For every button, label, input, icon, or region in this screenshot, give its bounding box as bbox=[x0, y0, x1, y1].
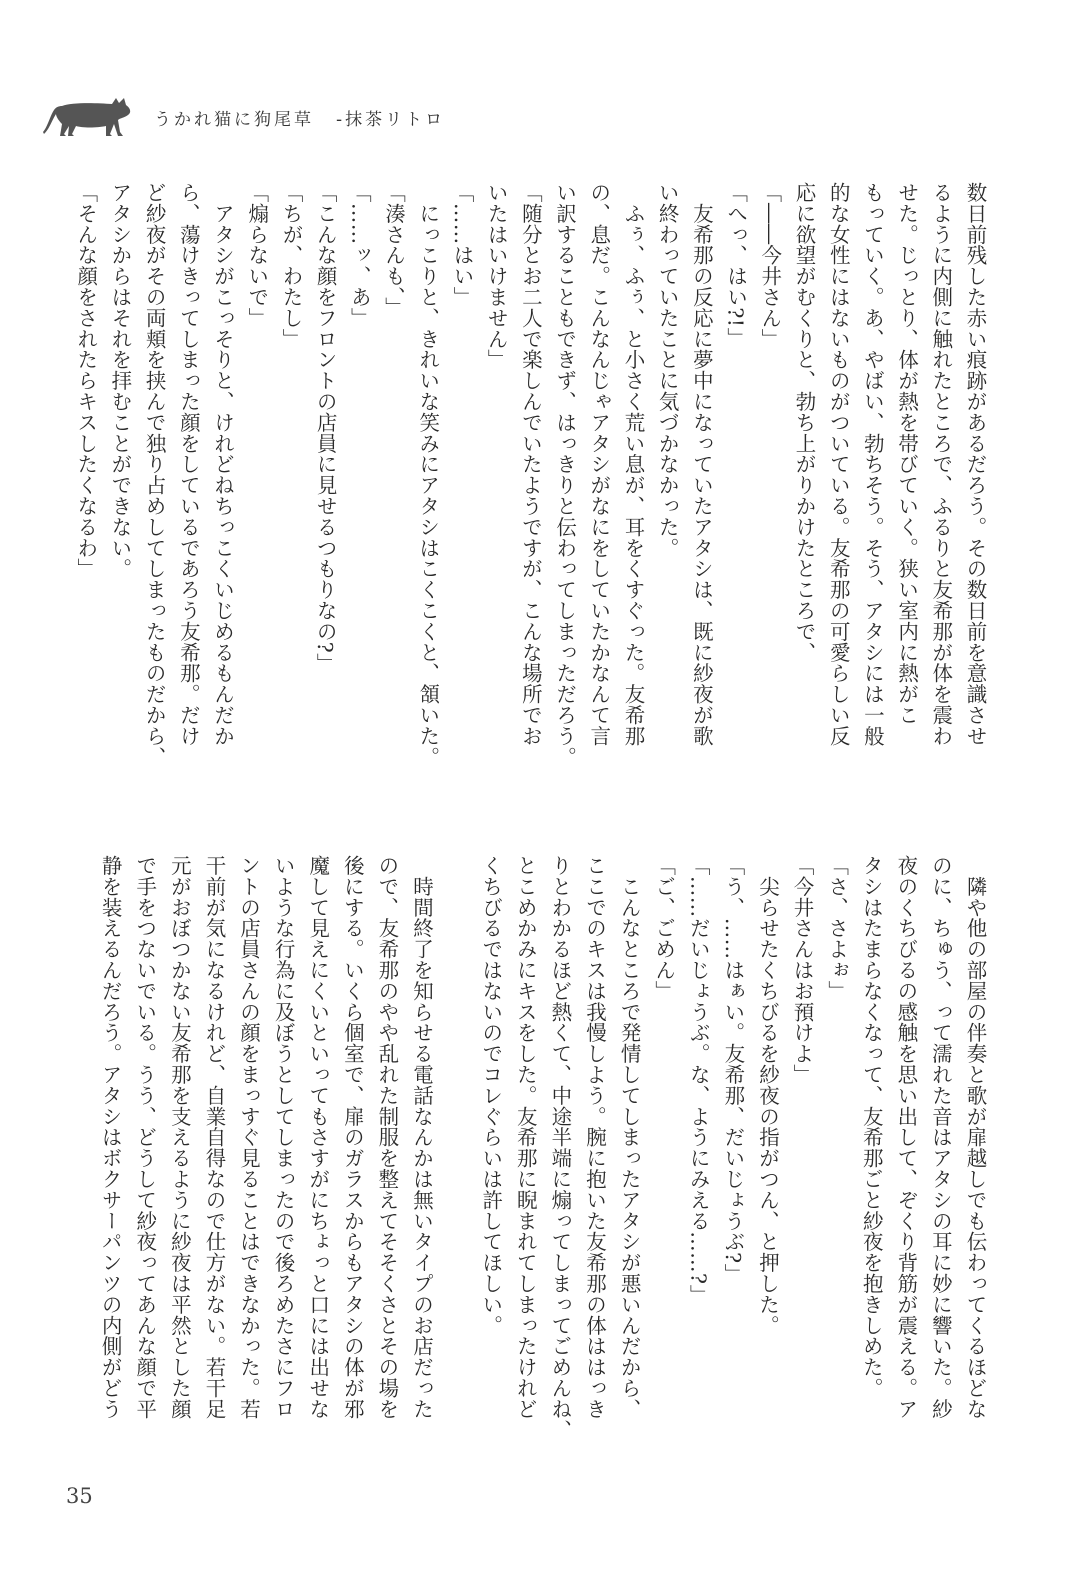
text-column: 友希那の反応に夢中になっていたアタシは、既に紗夜が歌 bbox=[689, 182, 714, 747]
text-column: くちびるではないのでコレぐらいは許してほしい。 bbox=[478, 855, 503, 1336]
text-column: 魔して見えにくいといってもさすがにちょっと口には出せな bbox=[305, 855, 330, 1420]
text-column: い訳することもできず、はっきりと伝わってしまっただろう。 bbox=[552, 182, 577, 768]
text-column: ので、友希那のやや乱れた制服を整えてそそくさとその場を bbox=[374, 855, 399, 1420]
text-column: 夜のくちびるの感触を思い出して、ぞくり背筋が震える。ア bbox=[893, 855, 918, 1420]
text-column: 「――今井さん」 bbox=[757, 182, 782, 350]
text-column: 「……だいじょうぶ。な、ようにみえる……?」 bbox=[686, 855, 711, 1306]
text-column: 静を装えるんだろう。アタシはボクサーパンツの内側がどう bbox=[98, 855, 123, 1420]
text-column: 「煽らないで」 bbox=[244, 182, 269, 329]
running-header bbox=[42, 94, 445, 140]
cat-icon bbox=[42, 94, 136, 140]
text-column: 「ちが、わたし」 bbox=[278, 182, 303, 350]
page-number: 35 bbox=[66, 1484, 93, 1508]
text-column: の、息だ。こんなんじゃアタシがなにをしていたかなんて言 bbox=[586, 182, 611, 747]
text-column: 「ご、ごめん」 bbox=[651, 855, 676, 1002]
text-column: 「随分とお二人で楽しんでいたようですが、こんな場所でお bbox=[518, 182, 543, 747]
text-column: ントの店員さんの顔をまっすぐ見ることはできなかった。若 bbox=[236, 855, 261, 1420]
text-column: 「湊さんも、」 bbox=[381, 182, 406, 319]
body-text-bottom bbox=[93, 855, 992, 1441]
text-column: 隣や他の部屋の伴奏と歌が扉越しでも伝わってくるほどな bbox=[963, 855, 987, 1420]
header-title bbox=[154, 105, 445, 130]
text-column: ここでのキスは我慢しよう。腕に抱いた友希那の体ははっき bbox=[582, 855, 607, 1420]
text-column: 元がおぼつかない友希那を支えるように紗夜は平然とした顔 bbox=[167, 855, 192, 1420]
text-column: とこめかみにキスをした。友希那に睨まれてしまったけれど bbox=[513, 855, 538, 1420]
text-column bbox=[439, 855, 474, 1425]
text-column: い終わっていたことに気づかなかった。 bbox=[655, 182, 680, 559]
text-column: 「う、……はぁい。友希那、だいじょうぶ?」 bbox=[720, 855, 745, 1285]
text-column: 尖らせたくちびるを紗夜の指がつん、と押した。 bbox=[755, 855, 780, 1336]
text-column: 干前が気になるけれど、自業自得なので仕方がない。若干足 bbox=[201, 855, 226, 1420]
text-column: もっていく。あ、やばい、勃ちそう。そう、アタシには一般 bbox=[860, 182, 885, 747]
text-column: 「さ、さよぉ」 bbox=[824, 855, 849, 1002]
text-column: いたはいけません」 bbox=[484, 182, 509, 371]
text-column: 数日前残した赤い痕跡があるだろう。その数日前を意識させ bbox=[963, 182, 987, 747]
text-column: 「……はい」 bbox=[449, 182, 474, 308]
text-column: いような行為に及ぼうとしてしまったので後ろめたさにフロ bbox=[271, 855, 296, 1420]
text-column: 後にする。いくら個室で、扉のガラスからもアタシの体が邪 bbox=[340, 855, 365, 1420]
text-column: 「そんな顔をされたらキスしたくなるわ」 bbox=[73, 182, 98, 580]
text-column: タシはたまらなくなって、友希那ごと紗夜を抱きしめた。 bbox=[859, 855, 884, 1399]
text-column: りとわかるほど熱くて、中途半端に煽ってしまってごめんね、 bbox=[547, 855, 572, 1441]
text-column: ふぅ、ふぅ、と小さく荒い息が、耳をくすぐった。友希那 bbox=[620, 182, 645, 747]
text-column: 「へっ、はい?!」 bbox=[723, 182, 748, 349]
text-column: のに、ちゅう、って濡れた音はアタシの耳に妙に響いた。紗 bbox=[928, 855, 953, 1420]
text-column: にっこりと、きれいな笑みにアタシはこくこくと、頷いた。 bbox=[415, 182, 440, 768]
text-column: アタシがこっそりと、けれどねちっこくいじめるもんだか bbox=[210, 182, 235, 747]
text-column: 的な女性にはないものがついている。友希那の可愛らしい反 bbox=[826, 182, 851, 747]
text-column: ど紗夜がその両頬を挟んで独り占めしてしまったものだから、 bbox=[142, 182, 167, 768]
story-title: うかれ猫に狗尾草 bbox=[154, 109, 314, 130]
text-column: せた。じっとり、体が熱を帯びていく。狭い室内に熱がこ bbox=[894, 182, 919, 726]
text-column: 時間終了を知らせる電話なんかは無いタイプのお店だった bbox=[409, 855, 434, 1420]
body-text-top bbox=[69, 182, 992, 768]
text-column: こんなところで発情してしまったアタシが悪いんだから、 bbox=[617, 855, 642, 1420]
author-name: -抹茶リトロ bbox=[336, 109, 446, 130]
text-column: 応に欲望がむくりと、勃ち上がりかけたところで、 bbox=[791, 182, 816, 663]
text-column: 「……ッ、あ」 bbox=[347, 182, 372, 329]
text-column: るように内側に触れたところで、ふるりと友希那が体を震わ bbox=[928, 182, 953, 747]
text-column: 「今井さんはお預けよ」 bbox=[790, 855, 815, 1085]
text-column: で手をつないでいる。うう、どうして紗夜ってあんな顔で平 bbox=[132, 855, 157, 1420]
text-column: 「こんな顔をフロントの店員に見せるつもりなの?」 bbox=[313, 182, 338, 675]
text-column: アタシからはそれを拝むことができない。 bbox=[107, 182, 132, 580]
text-column: ら、蕩けきってしまった顔をしているであろう友希那。だけ bbox=[176, 182, 201, 747]
